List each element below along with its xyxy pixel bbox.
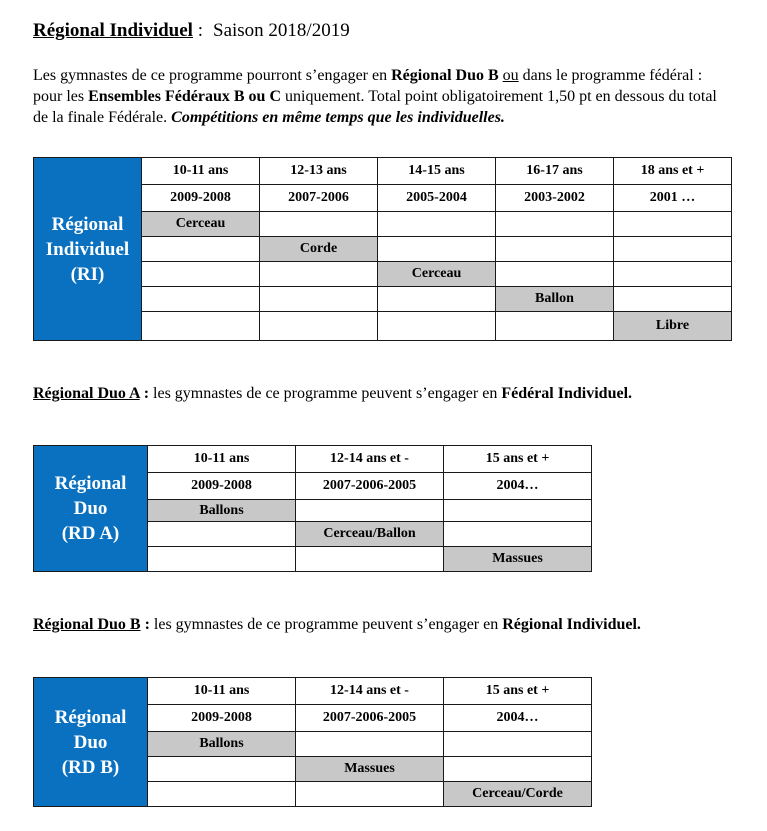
empty-cell <box>141 311 260 341</box>
empty-cell <box>147 781 296 807</box>
apparatus-cell: Ballon <box>495 286 614 312</box>
age-header-cell: 10-11 ans <box>147 677 296 705</box>
duo-a-text: les gymnastes de ce programme peuvent s’engager en <box>149 385 502 402</box>
empty-cell <box>377 211 496 237</box>
empty-cell <box>377 311 496 341</box>
empty-cell <box>295 499 444 522</box>
empty-cell <box>495 311 614 341</box>
duo-a-paragraph <box>33 383 723 404</box>
intro-bold-italic-competitions: Compétitions en même temps que les individuelles. <box>171 109 505 126</box>
duo-b-target: Régional Individuel. <box>502 616 641 633</box>
year-header-cell: 2001 … <box>613 184 732 212</box>
empty-cell <box>259 261 378 287</box>
intro-underline-ou: ou <box>502 67 519 84</box>
title-main: Régional Individuel <box>33 20 193 41</box>
empty-cell <box>259 311 378 341</box>
table-regional-individuel <box>33 157 732 341</box>
age-header-cell: 12-13 ans <box>259 157 378 185</box>
apparatus-cell: Cerceau <box>377 261 496 287</box>
duo-a-target: Fédéral Individuel. <box>501 385 633 402</box>
program-label-line: Individuel <box>45 238 130 260</box>
age-header-cell: 14-15 ans <box>377 157 496 185</box>
age-header-cell: 12-14 ans et - <box>295 677 444 705</box>
apparatus-cell: Ballons <box>147 731 296 757</box>
year-header-cell: 2007-2006-2005 <box>295 704 444 732</box>
year-header-cell: 2005-2004 <box>377 184 496 212</box>
duo-b-colon: : <box>140 616 150 633</box>
empty-cell <box>295 546 444 572</box>
year-header-cell: 2003-2002 <box>495 184 614 212</box>
program-label-line: Régional <box>54 706 127 728</box>
year-header-cell: 2009-2008 <box>147 472 296 500</box>
empty-cell <box>147 546 296 572</box>
empty-cell <box>613 261 732 287</box>
age-header-cell: 12-14 ans et - <box>295 445 444 473</box>
program-label-line: (RD B) <box>61 756 120 778</box>
age-header-cell: 15 ans et + <box>443 445 592 473</box>
apparatus-cell: Cerceau <box>141 211 260 237</box>
empty-cell <box>443 731 592 757</box>
intro-bold-ensembles: Ensembles Fédéraux B ou C <box>88 88 282 105</box>
empty-cell <box>443 521 592 547</box>
program-label <box>33 677 148 807</box>
program-label-line: (RD A) <box>61 523 120 544</box>
age-header-cell: 15 ans et + <box>443 677 592 705</box>
duo-b-heading: Régional Duo B <box>33 616 141 633</box>
program-label-line: (RI) <box>70 263 105 285</box>
empty-cell <box>295 731 444 757</box>
year-header-cell: 2009-2008 <box>141 184 260 212</box>
empty-cell <box>495 211 614 237</box>
table-regional-duo-a <box>33 445 592 572</box>
empty-cell <box>147 521 296 547</box>
apparatus-cell: Corde <box>259 236 378 262</box>
program-label-line: Duo <box>73 498 108 519</box>
empty-cell <box>613 286 732 312</box>
apparatus-cell: Massues <box>443 546 592 572</box>
year-header-cell: 2007-2006-2005 <box>295 472 444 500</box>
age-header-cell: 16-17 ans <box>495 157 614 185</box>
program-label-line: Régional <box>54 473 127 494</box>
duo-b-text: les gymnastes de ce programme peuvent s’engager en <box>149 616 503 633</box>
intro-paragraph <box>33 65 723 128</box>
program-label <box>33 157 142 341</box>
year-header-cell: 2009-2008 <box>147 704 296 732</box>
empty-cell <box>377 236 496 262</box>
empty-cell <box>259 286 378 312</box>
duo-b-paragraph <box>33 614 723 635</box>
apparatus-cell: Ballons <box>147 499 296 522</box>
apparatus-cell: Libre <box>613 311 732 341</box>
year-header-cell: 2004… <box>443 704 592 732</box>
intro-text-3: dans le programme fédéral : pour les <box>33 67 703 105</box>
empty-cell <box>147 756 296 782</box>
title-sep: : <box>192 20 203 41</box>
duo-a-colon: : <box>139 385 150 402</box>
year-header-cell: 2007-2006 <box>259 184 378 212</box>
year-header-cell: 2004… <box>443 472 592 500</box>
table-regional-duo-b <box>33 677 592 807</box>
apparatus-cell: Cerceau/Ballon <box>295 521 444 547</box>
apparatus-cell: Massues <box>295 756 444 782</box>
program-label-line: Régional <box>51 213 124 235</box>
page-title <box>33 20 350 42</box>
empty-cell <box>141 236 260 262</box>
empty-cell <box>443 499 592 522</box>
age-header-cell: 10-11 ans <box>141 157 260 185</box>
empty-cell <box>141 261 260 287</box>
title-season: Saison 2018/2019 <box>213 20 350 41</box>
program-label <box>33 445 148 572</box>
empty-cell <box>377 286 496 312</box>
empty-cell <box>295 781 444 807</box>
intro-bold-duo-b: Régional Duo B <box>391 67 499 84</box>
empty-cell <box>141 286 260 312</box>
intro-text-1: Les gymnastes de ce programme pourront s’engager en <box>33 67 392 84</box>
intro-text-4: uniquement. Total point obligatoirement 1,50 pt en dessous du total de la finale Fédérale. <box>33 88 717 126</box>
empty-cell <box>495 236 614 262</box>
age-header-cell: 10-11 ans <box>147 445 296 473</box>
empty-cell <box>613 236 732 262</box>
duo-a-heading: Régional Duo A <box>33 385 140 402</box>
empty-cell <box>443 756 592 782</box>
age-header-cell: 18 ans et + <box>613 157 732 185</box>
empty-cell <box>613 211 732 237</box>
empty-cell <box>259 211 378 237</box>
apparatus-cell: Cerceau/Corde <box>443 781 592 807</box>
empty-cell <box>495 261 614 287</box>
program-label-line: Duo <box>73 731 108 753</box>
